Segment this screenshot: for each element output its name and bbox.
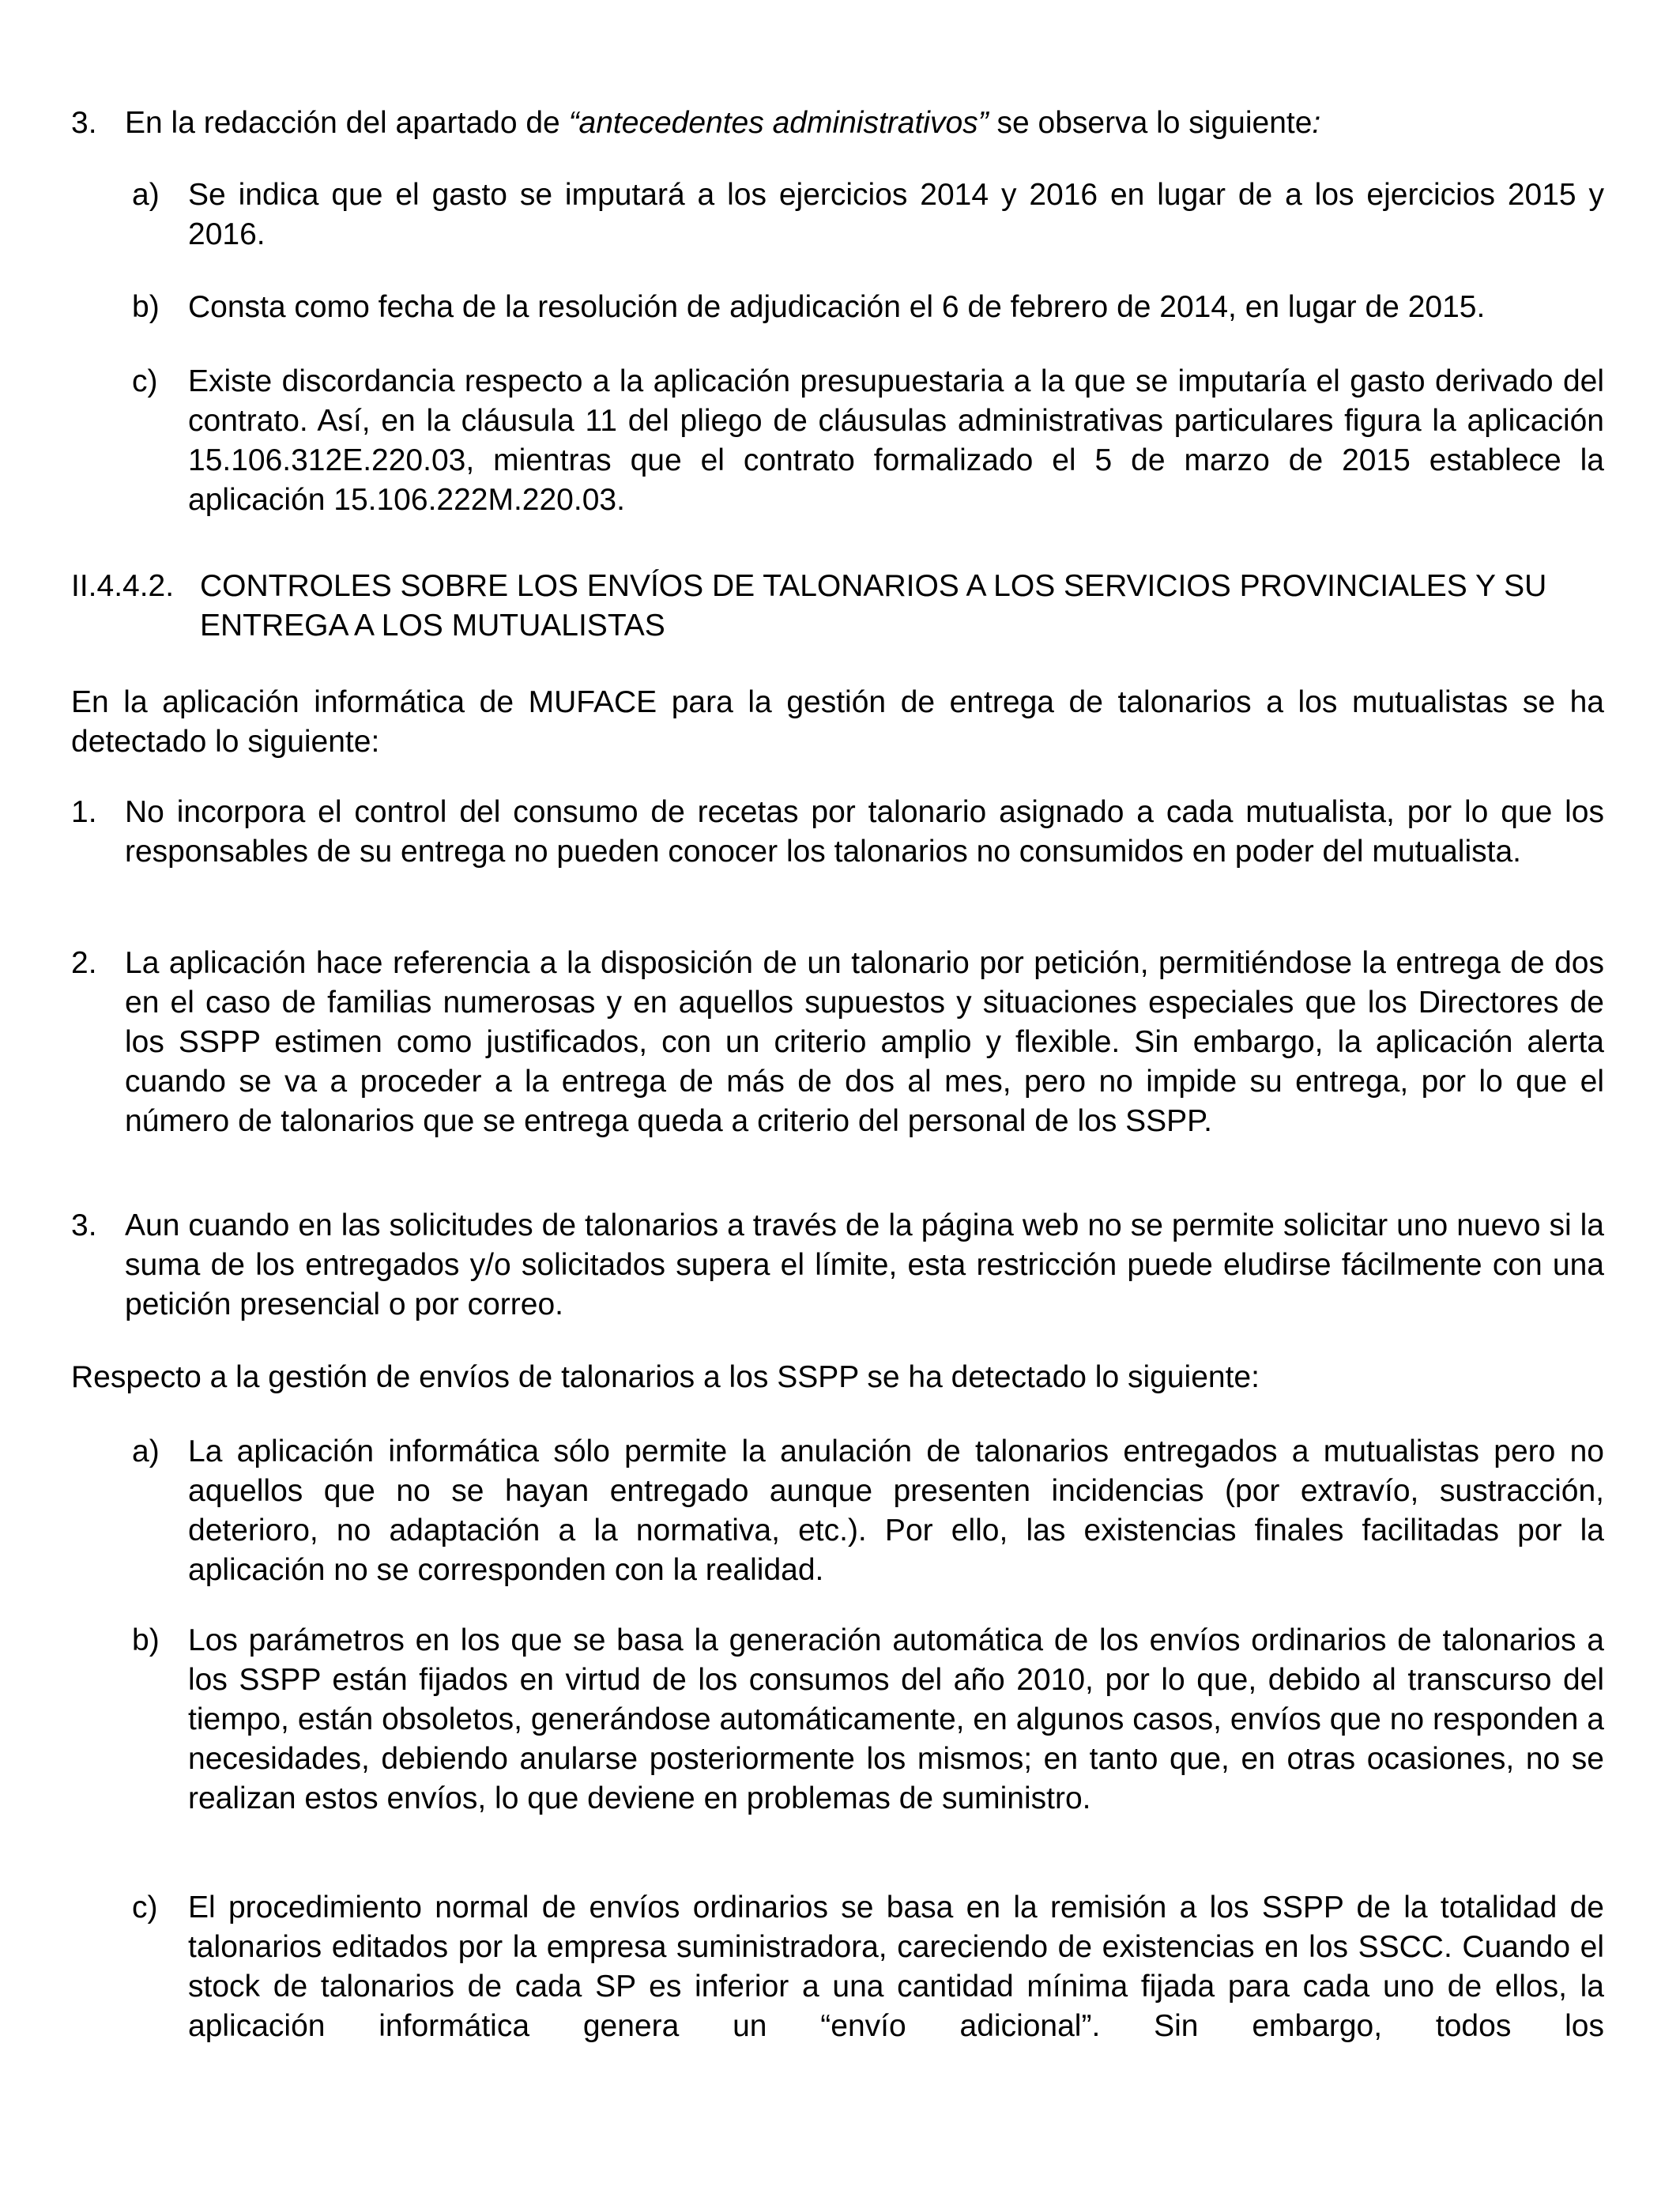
item-number: 2. — [71, 946, 97, 980]
envios-paragraph: Respecto a la gestión de envíos de talonarios a los SSPP se ha detectado lo siguiente: — [71, 1360, 1260, 1394]
item-text: No incorpora el control del consumo de recetas por talonario asignado a cada mutualista, por lo que los responsables de su entrega no pueden conocer los talonarios no consumidos en poder del mutualista. — [125, 795, 1604, 869]
envios-item-a — [132, 1432, 1604, 1590]
numbered-item-2 — [71, 944, 1604, 1141]
sub-item-text: El procedimiento normal de envíos ordinarios se basa en la remisión a los SSPP de la totalidad de talonarios editados por la empresa suministradora, careciendo de existencias en los SSCC. Cuando el stock de talonarios de cada SP es inferior a una cantidad mínima fijada para cada uno de ellos, la aplicación informática genera un “envío adicional”. Sin embargo, todos los — [188, 1891, 1604, 2043]
item-number: 1. — [71, 795, 97, 829]
sub-item-text: La aplicación informática sólo permite la anulación de talonarios entregados a mutualistas pero no aquellos que no se hayan entregado aunque presenten incidencias (por extravío, sustracción, deterioro, no adaptación a la normativa, etc.). Por ello, las existencias finales facilitadas por la aplicación no se corresponden con la realidad. — [188, 1434, 1604, 1587]
item-text — [125, 104, 1604, 143]
sub-item-marker: b) — [132, 290, 160, 324]
intro-paragraph: En la aplicación informática de MUFACE para la gestión de entrega de talonarios a los mutualistas se ha detectado lo siguiente: — [71, 685, 1604, 759]
sub-item-marker: c) — [132, 364, 158, 398]
intro-before: En la redacción del apartado de — [125, 106, 569, 140]
heading-number: II.4.4.2. — [71, 569, 175, 603]
item-text: La aplicación hace referencia a la disposición de un talonario por petición, permitiéndose la entrega de dos en el caso de familias numerosas y en aquellos supuestos y situaciones especiales que los Directores de los SSPP estimen como justificados, con un criterio amplio y flexible. Sin embargo, la aplicación alerta cuando se va a proceder a la entrega de más de dos al mes, pero no impide su entrega, por lo que el número de talonarios que se entrega queda a criterio del personal de los SSPP. — [125, 946, 1604, 1138]
heading-title: CONTROLES SOBRE LOS ENVÍOS DE TALONARIOS A LOS SERVICIOS PROVINCIALES Y SU ENTREGA A LOS MUTUALISTAS — [200, 569, 1547, 643]
sub-item-text: Existe discordancia respecto a la aplicación presupuestaria a la que se imputaría el gasto derivado del contrato. Así, en la cláusula 11 del pliego de cláusulas administrativas particulares figura la aplicación 15.106.312E.220.03, mientras que el contrato formalizado el 5 de marzo de 2015 establece la aplicación 15.106.222M.220.03. — [188, 364, 1604, 517]
item-text: Aun cuando en las solicitudes de talonarios a través de la página web no se permite solicitar uno nuevo si la suma de los entregados y/o solicitados supera el límite, esta restricción puede eludirse fácilmente con una petición presencial o por correo. — [125, 1208, 1604, 1321]
sub-item-text: Consta como fecha de la resolución de adjudicación el 6 de febrero de 2014, en lugar de 2015. — [188, 290, 1486, 324]
envios-item-b — [132, 1621, 1604, 1819]
sub-item-marker: a) — [132, 1434, 160, 1468]
numbered-item-antecedentes — [71, 104, 1604, 143]
sub-item-a — [132, 175, 1604, 254]
numbered-item-3 — [71, 1206, 1604, 1325]
sub-item-marker: b) — [132, 1623, 160, 1657]
sub-item-marker: a) — [132, 178, 160, 212]
intro-after: se observa lo siguiente — [988, 106, 1313, 140]
intro-colon: : — [1312, 106, 1321, 140]
numbered-item-1 — [71, 793, 1604, 872]
sub-item-b — [132, 288, 1604, 327]
sub-item-marker: c) — [132, 1891, 158, 1924]
section-heading — [71, 567, 1604, 646]
envios-item-c — [132, 1888, 1604, 2046]
item-number: 3. — [71, 1208, 97, 1242]
intro-italic-term: “antecedentes administrativos” — [568, 106, 989, 140]
sub-item-c — [132, 362, 1604, 520]
item-number: 3. — [71, 106, 97, 140]
sub-item-text: Se indica que el gasto se imputará a los ejercicios 2014 y 2016 en lugar de a los ejercicios 2015 y 2016. — [188, 178, 1604, 251]
sub-item-text: Los parámetros en los que se basa la generación automática de los envíos ordinarios de talonarios a los SSPP están fijados en virtud de los consumos del año 2010, por lo que, debido al transcurso del tiempo, están obsoletos, generándose automáticamente, en algunos casos, envíos que no responden a necesidades, debiendo anularse posteriormente los mismos; en tanto que, en otras ocasiones, no se realizan estos envíos, lo que deviene en problemas de suministro. — [188, 1623, 1604, 1815]
